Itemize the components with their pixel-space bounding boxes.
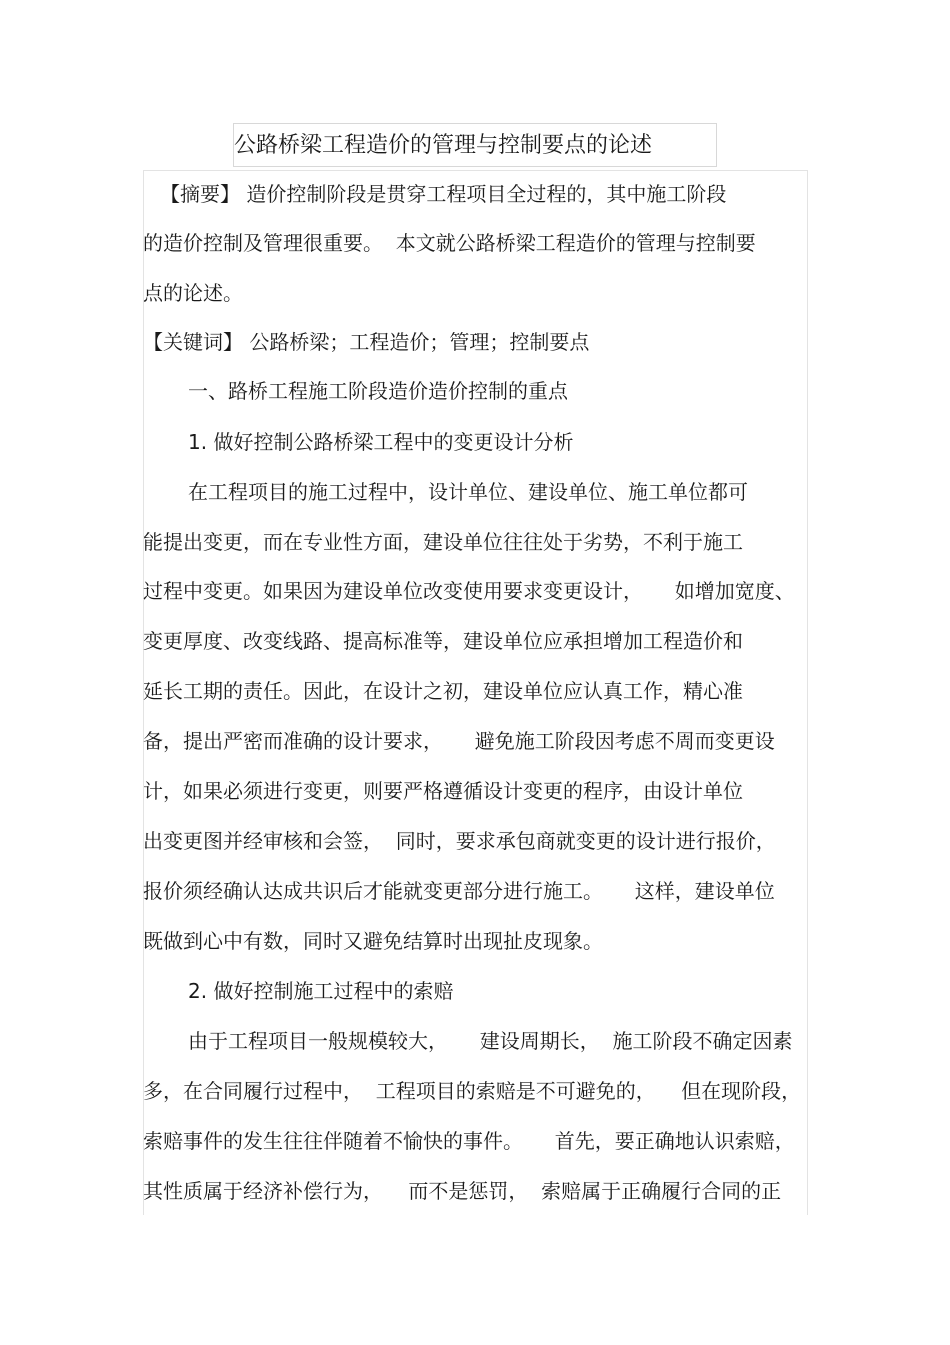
keywords-line: 【关键词】 公路桥梁；工程造价；管理；控制要点 (143, 330, 590, 354)
paragraph-1-line-5: 延长工期的责任。因此，在设计之初，建设单位应认真工作，精心准 (143, 679, 743, 703)
subsection-heading-1: 1. 做好控制公路桥梁工程中的变更设计分析 (188, 430, 574, 454)
abstract-line-1: 【摘要】 造价控制阶段是贯穿工程项目全过程的，其中施工阶段 (160, 182, 727, 206)
paragraph-1-line-6: 备，提出严密而准确的设计要求， 避免施工阶段因考虑不周而变更设 (143, 729, 775, 753)
paragraph-2-line-1: 由于工程项目一般规模较大， 建设周期长， 施工阶段不确定因素 (188, 1029, 793, 1053)
paragraph-1-line-1: 在工程项目的施工过程中，设计单位、建设单位、施工单位都可 (188, 480, 748, 504)
paragraph-1-line-8: 出变更图并经审核和会签， 同时，要求承包商就变更的设计进行报价， (143, 829, 776, 853)
paragraph-2-line-3: 索赔事件的发生往往伴随着不愉快的事件。 首先，要正确地认识索赔， (143, 1129, 795, 1153)
paragraph-1-line-10: 既做到心中有数，同时又避免结算时出现扯皮现象。 (143, 929, 603, 953)
paragraph-2-line-4: 其性质属于经济补偿行为， 而不是惩罚， 索赔属于正确履行合同的正 (143, 1179, 782, 1203)
section-heading-1: 一、路桥工程施工阶段造价造价控制的重点 (188, 379, 568, 403)
abstract-line-2: 的造价控制及管理很重要。 本文就公路桥梁工程造价的管理与控制要 (143, 231, 756, 255)
document-title: 公路桥梁工程造价的管理与控制要点的论述 (234, 133, 653, 158)
paragraph-2-line-2: 多，在合同履行过程中， 工程项目的索赔是不可避免的， 但在现阶段， (143, 1079, 802, 1103)
subsection-heading-2: 2. 做好控制施工过程中的索赔 (188, 979, 454, 1003)
paragraph-1-line-4: 变更厚度、改变线路、提高标准等，建设单位应承担增加工程造价和 (143, 629, 743, 653)
paragraph-1-line-7: 计，如果必须进行变更，则要严格遵循设计变更的程序，由设计单位 (143, 779, 743, 803)
paragraph-1-line-9: 报价须经确认达成共识后才能就变更部分进行施工。 这样，建设单位 (143, 879, 775, 903)
paragraph-1-line-3: 过程中变更。如果因为建设单位改变使用要求变更设计， 如增加宽度、 (143, 579, 795, 603)
paragraph-1-line-2: 能提出变更，而在专业性方面，建设单位往往处于劣势，不利于施工 (143, 530, 743, 554)
abstract-line-3: 点的论述。 (143, 281, 243, 305)
